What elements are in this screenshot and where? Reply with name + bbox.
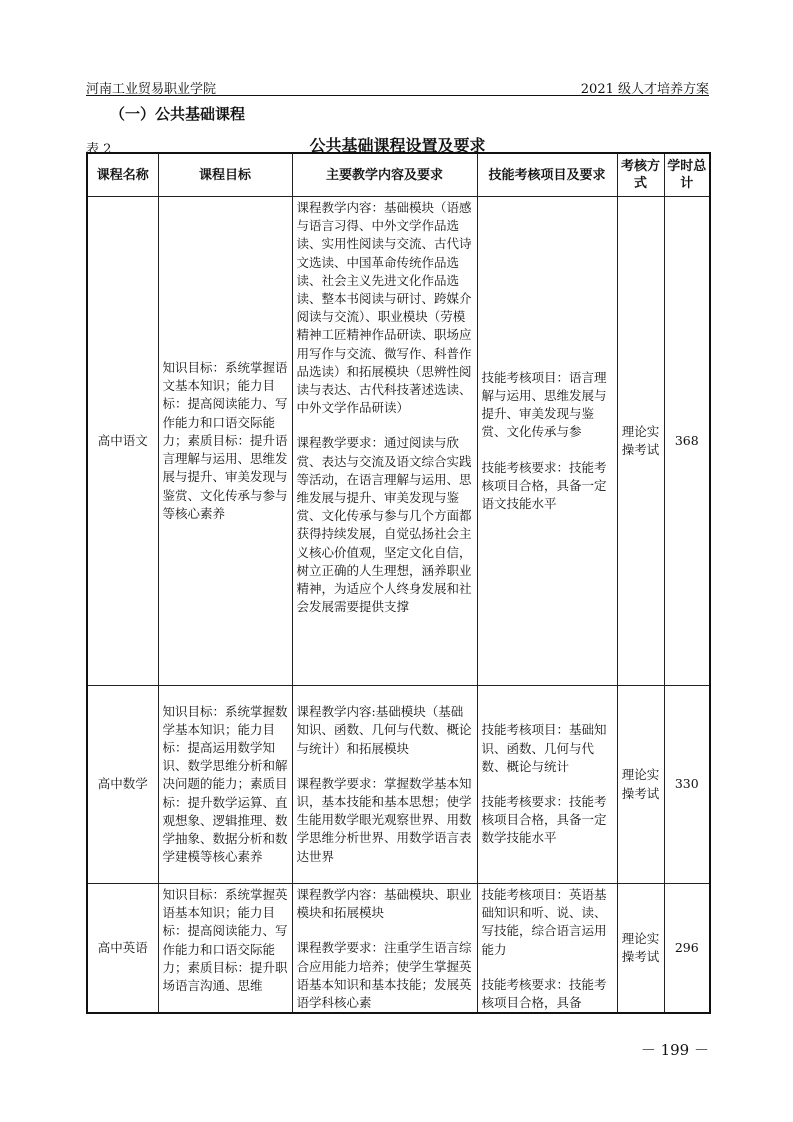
total-hours: 296: [664, 884, 710, 1014]
skill-items: 技能考核项目：语言理解与运用、思维发展与提升、审美发现与鉴赏、文化传承与参: [481, 369, 607, 440]
table-caption: 公共基础课程设置及要求: [309, 136, 486, 155]
course-name: 高中英语: [87, 884, 158, 1014]
course-goal-text: 知识目标：系统掌握英语基本知识；能力目标：提高阅读能力、写作能力和口语交际能力；素质目标：提升职场语言沟通、思维: [162, 887, 288, 994]
header-plan: 2021 级人才培养方案: [580, 82, 709, 97]
skill-assessment: [477, 197, 617, 686]
course-name: 高中语文: [87, 197, 158, 686]
skill-items: 技能考核项目：基础知识、函数、几何与代数、概论与统计: [481, 722, 607, 774]
exam-method: 理论实操考试: [617, 197, 664, 686]
content-items: 课程教学内容：基础模块（语感与语言习得、中外文学作品选读、实用性阅读与交流、古代诗文选读、中国革命传统作品选读、社会主义先进文化作品选读、整本书阅读与研讨、跨媒介阅读与交流）、职业模块（劳模精神工匠精神作品研读、职场应用写作与交流、微写作、科普作品选读）和拓展模块（思辨性阅读与表达、古代科技著述选读、中外文学作品研读）: [296, 200, 472, 416]
course-goal-text: 知识目标：系统掌握语文基本知识；能力目标：提高阅读能力、写作能力和口语交际能力；素质目标：提升语言理解与运用、思维发展与提升、审美发现与鉴赏、文化传承与参与等核心素养: [162, 360, 288, 521]
course-goal: [158, 686, 292, 884]
col-header-exam: 考核方式: [617, 153, 664, 197]
content-requirements: 课程教学要求：通过阅读与欣赏、表达与交流及语文综合实践等活动，在语言理解与运用、思维发展与提升、审美发现与鉴赏、文化传承与参与几个方面都获得持续发展，自觉弘扬社会主义核心价值观，坚定文化自信，树立正确的人生理想，涵养职业精神，为适应个人终身发展和社会发展需要提供支撑: [296, 435, 472, 615]
content-requirements: 课程教学要求：掌握数学基本知识，基本技能和基本思想；使学生能用数学眼光观察世界、用数学思维分析世界、用数学语言表达世界: [296, 775, 472, 864]
col-header-goal: 课程目标: [158, 153, 292, 197]
course-goal-text: 知识目标：系统掌握数学基本知识；能力目标：提高运用数学知识、数学思维分析和解决问题的能力；素质目标：提升数学运算、直观想象、逻辑推理、数学抽象、数据分析和数学建模等核心素养: [162, 703, 288, 865]
header-school: 河南工业贸易职业学院: [86, 82, 217, 97]
course-table: [86, 152, 711, 1014]
table-row: [87, 884, 710, 1014]
course-goal: [158, 884, 292, 1014]
col-header-name: 课程名称: [87, 153, 158, 197]
skill-requirements: 技能考核要求：技能考核项目合格，具备一定语文技能水平: [481, 459, 607, 511]
col-header-skill: 技能考核项目及要求: [477, 153, 617, 197]
course-goal: [158, 197, 292, 686]
exam-method: 理论实操考试: [617, 686, 664, 884]
course-content: [292, 884, 477, 1014]
skill-assessment: [477, 686, 617, 884]
total-hours: 330: [664, 686, 710, 884]
page-number: － 199 －: [640, 1041, 709, 1059]
col-header-hours: 学时总计: [664, 153, 710, 197]
skill-assessment: [477, 884, 617, 1014]
table-row: [87, 686, 710, 884]
table-row: [87, 197, 710, 686]
section-title: （一）公共基础课程: [110, 105, 246, 123]
header-rule: [86, 95, 709, 96]
course-name: 高中数学: [87, 686, 158, 884]
course-content: [292, 686, 477, 884]
exam-method: 理论实操考试: [617, 884, 664, 1014]
col-header-content: 主要教学内容及要求: [292, 153, 477, 197]
table-header-row: [87, 153, 710, 197]
content-items: 课程教学内容：基础模块、职业模块和拓展模块: [296, 887, 472, 921]
content-items: 课程教学内容:基础模块（基础知识、函数、几何与代数、概论与统计）和拓展模块: [296, 704, 472, 756]
skill-requirements: 技能考核要求：技能考核项目合格，具备一定数学技能水平: [481, 794, 607, 846]
table-label: 表 2: [86, 142, 112, 157]
course-content: [292, 197, 477, 686]
content-requirements: 课程教学要求：注重学生语言综合应用能力培养；使学生掌握英语基本知识和基本技能；发展英语学科核心素: [296, 940, 472, 1010]
skill-requirements: 技能考核要求：技能考核项目合格，具备: [481, 976, 607, 1010]
total-hours: 368: [664, 197, 710, 686]
skill-items: 技能考核项目：英语基础知识和听、说、读、写技能，综合语言运用能力: [481, 887, 607, 957]
